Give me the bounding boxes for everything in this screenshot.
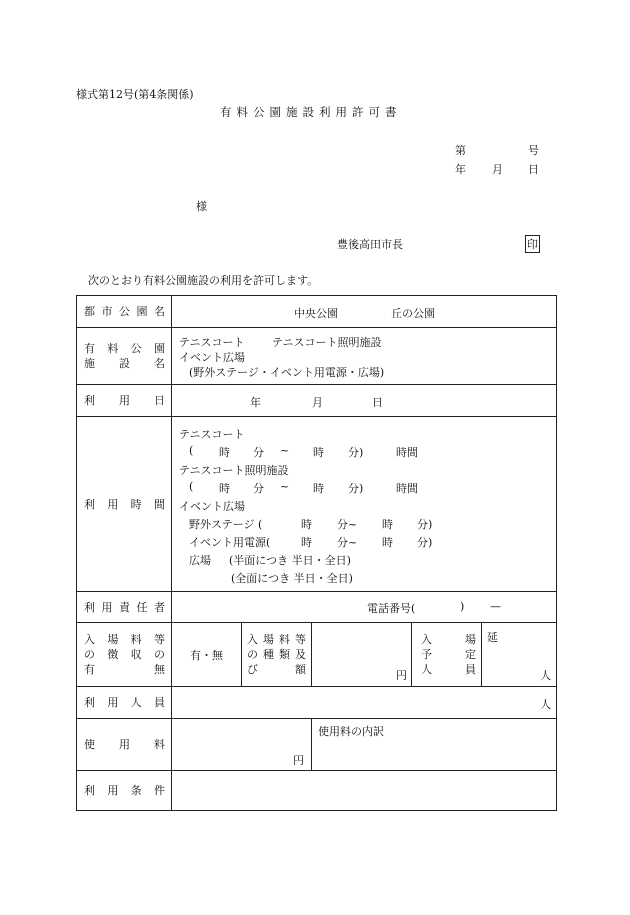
intro-text: 次のとおり有料公園施設の利用を許可します。 — [88, 274, 319, 287]
time-stage-h2: 時 — [382, 518, 393, 531]
time-light-h2: 時 — [313, 482, 324, 495]
admission-label-line-3: 有無 — [84, 663, 165, 676]
fee-breakdown-label: 使用料の内訳 — [318, 725, 384, 738]
time-power-m1: 分~ — [337, 536, 358, 549]
time-power-h1: 時 — [301, 536, 312, 549]
seal-mark: 印 — [525, 235, 540, 253]
row-time — [77, 417, 557, 592]
row-admission — [77, 623, 557, 687]
time-stage-m1: 分~ — [337, 518, 358, 531]
facility-event-detail: (野外ステージ・イベント用電源・広場) — [189, 366, 385, 379]
time-plaza: 広場 — [189, 554, 211, 567]
date-value — [172, 385, 557, 417]
time-tennis-m1: 分 — [253, 446, 264, 459]
time-light-h1: 時 — [219, 482, 230, 495]
fee-yen: 円 — [293, 754, 304, 767]
facility-event-plaza: イベント広場 — [179, 351, 245, 364]
expected-line-3: 人員 — [421, 663, 476, 676]
park-name-central: 中央公園 — [294, 307, 338, 320]
time-power-h2: 時 — [382, 536, 393, 549]
time-tennis-h1: 時 — [219, 446, 230, 459]
time-light-m2: 分) — [348, 482, 364, 495]
facility-tennis-light: テニスコート照明施設 — [272, 336, 382, 349]
time-light-open: ( — [189, 480, 194, 493]
row-fee — [77, 719, 557, 771]
fee-type-label — [242, 623, 312, 687]
admission-label — [77, 623, 172, 687]
time-stage: 野外ステージ ( — [189, 518, 263, 531]
fee-label: 使用料 — [77, 719, 172, 771]
expected-attendance-field[interactable] — [482, 623, 557, 687]
date-month: 月 — [312, 396, 323, 409]
facility-value — [172, 328, 557, 385]
time-event-plaza: イベント広場 — [179, 500, 245, 513]
manager-label: 利用責任者 — [77, 592, 172, 623]
time-power-m2: 分) — [417, 536, 433, 549]
issue-date-day: 日 — [528, 163, 539, 176]
phone-dash: — — [490, 600, 501, 613]
facility-label-line-2: 施設名 — [84, 357, 165, 370]
row-conditions — [77, 771, 557, 811]
users-field[interactable] — [172, 687, 557, 719]
conditions-label: 利用条件 — [77, 771, 172, 811]
phone-close: ) — [460, 600, 465, 613]
users-label: 利用人員 — [77, 687, 172, 719]
expected-attendance-label — [412, 623, 482, 687]
facility-label-line-1: 有料公園 — [84, 342, 165, 355]
park-value — [172, 296, 557, 328]
row-date — [77, 385, 557, 417]
form-number: 様式第12号(第4条関係) — [76, 88, 194, 101]
fee-type-line-2: の種類及 — [247, 648, 306, 661]
facility-tennis: テニスコート — [179, 336, 245, 349]
row-manager — [77, 592, 557, 623]
time-tennis-h2: 時 — [313, 446, 324, 459]
phone-label: 電話番号( — [367, 602, 416, 615]
users-person-unit: 人 — [540, 698, 552, 711]
date-day: 日 — [372, 396, 383, 409]
conditions-field[interactable] — [172, 771, 557, 811]
fee-type-line-3: び額 — [247, 663, 306, 676]
time-stage-m2: 分) — [417, 518, 433, 531]
date-year: 年 — [250, 396, 261, 409]
time-tennis-hours: 時間 — [396, 446, 418, 459]
row-facility — [77, 328, 557, 385]
time-plaza-half: (半面につき 半日・全日) — [229, 554, 351, 567]
fee-amount-field[interactable] — [312, 623, 412, 687]
row-park — [77, 296, 557, 328]
admission-label-line-1: 入場料等 — [84, 633, 165, 646]
fee-type-line-1: 入場料等 — [247, 633, 306, 646]
admission-label-line-2: の徴収の — [84, 648, 165, 661]
time-tennis-open: ( — [189, 444, 194, 457]
total-label: 延 — [487, 631, 498, 644]
time-tennis-m2: 分) — [348, 446, 364, 459]
facility-label — [77, 328, 172, 385]
addressee-suffix: 様 — [196, 200, 207, 213]
date-label: 利用日 — [77, 385, 172, 417]
time-stage-h1: 時 — [301, 518, 312, 531]
issue-date-month: 月 — [492, 163, 503, 176]
number-label-dai: 第 — [455, 144, 466, 157]
document-title: 有料公園施設利用許可書 — [220, 105, 402, 119]
row-users — [77, 687, 557, 719]
time-tennis: テニスコート — [179, 428, 245, 441]
manager-value — [172, 592, 557, 623]
issue-date-year: 年 — [455, 163, 466, 176]
expected-line-2: 予定 — [421, 648, 476, 661]
permit-form-table — [76, 295, 557, 811]
time-light-tilde: ~ — [280, 480, 290, 493]
time-plaza-full: (全面につき 半日・全日) — [231, 572, 353, 585]
time-label: 利用時間 — [77, 417, 172, 592]
expected-line-1: 入場 — [421, 633, 476, 646]
expected-person-unit: 人 — [540, 669, 552, 682]
time-light-hours: 時間 — [396, 482, 418, 495]
time-tennis-tilde: ~ — [280, 444, 290, 457]
time-power: イベント用電源( — [189, 536, 271, 549]
park-name-hill: 丘の公園 — [391, 307, 435, 320]
issuer-name: 豊後高田市長 — [337, 238, 403, 251]
fee-field[interactable] — [172, 719, 312, 771]
yes-no-option[interactable]: 有・無 — [172, 623, 242, 687]
time-tennis-light: テニスコート照明施設 — [179, 464, 289, 477]
fee-amount-yen: 円 — [396, 669, 407, 682]
time-light-m1: 分 — [253, 482, 264, 495]
fee-breakdown-field[interactable] — [312, 719, 557, 771]
time-value — [172, 417, 557, 592]
park-label: 都市公園名 — [77, 296, 172, 328]
number-label-go: 号 — [528, 144, 539, 157]
